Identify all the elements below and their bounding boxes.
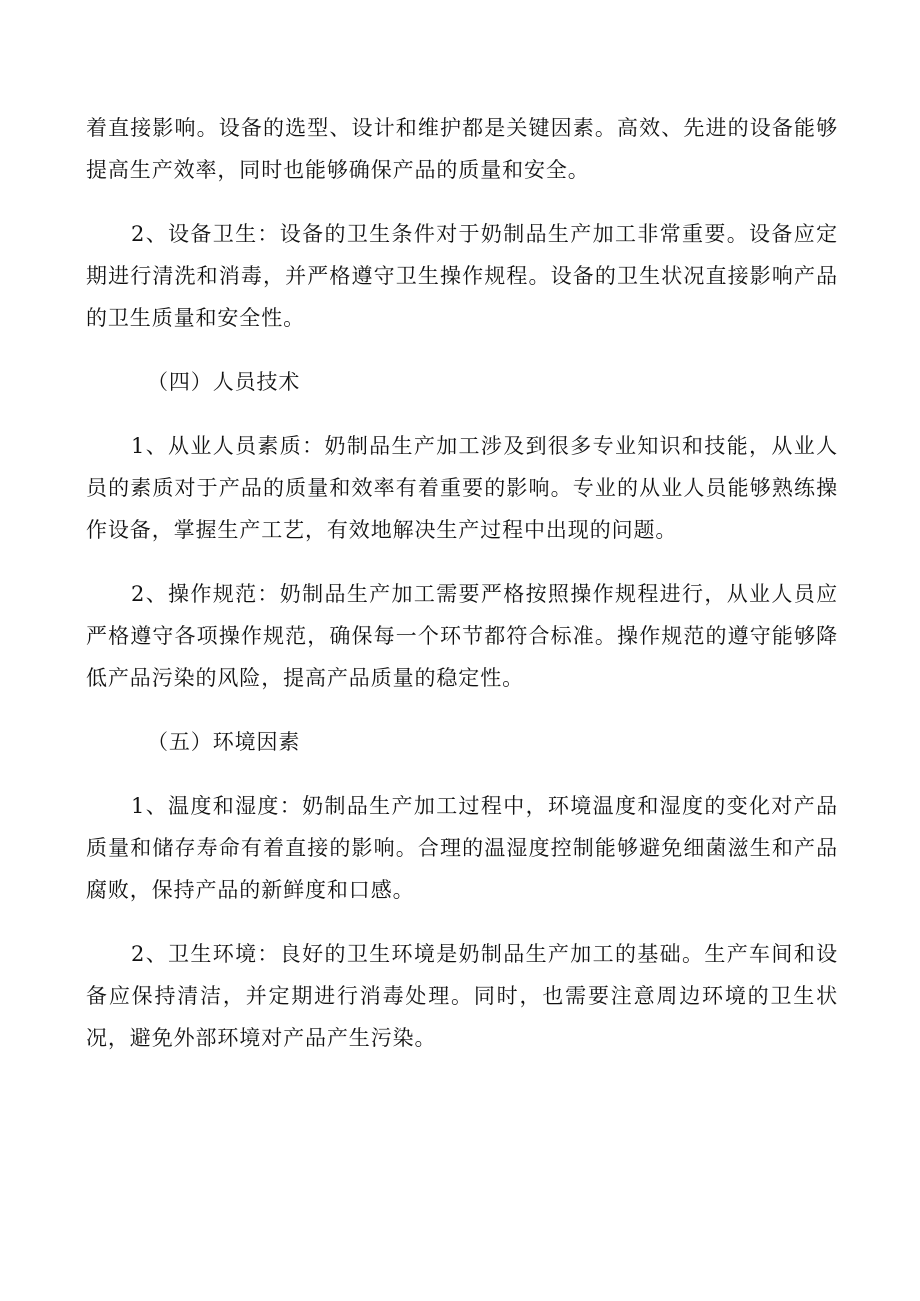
section-heading-environment: （五）环境因素 [147,730,301,754]
paragraph-temperature-humidity: 1、温度和湿度：奶制品生产加工过程中，环境温度和湿度的变化对产品质量和储存寿命有着直接的影响。合理的温湿度控制能够避免细菌滋生和产品腐败，保持产品的新鲜度和口感。 [86,794,838,902]
paragraph-hygienic-environment: 2、卫生环境：良好的卫生环境是奶制品生产加工的基础。生产车间和设备应保持清洁，并定期进行消毒处理。同时，也需要注意周边环境的卫生状况，避免外部环境对产品产生污染。 [86,942,838,1050]
section-heading-personnel: （四）人员技术 [147,370,301,394]
document-body [86,107,838,1059]
paragraph-equipment-continued: 着直接影响。设备的选型、设计和维护都是关键因素。高效、先进的设备能够提高生产效率，同时也能够确保产品的质量和安全。 [86,116,838,182]
paragraph-staff-quality: 1、从业人员素质：奶制品生产加工涉及到很多专业知识和技能，从业人员的素质对于产品的质量和效率有着重要的影响。专业的从业人员能够熟练操作设备，掌握生产工艺，有效地解决生产过程中出现的问题。 [86,434,838,542]
paragraph-operation-rules: 2、操作规范：奶制品生产加工需要严格按照操作规程进行，从业人员应严格遵守各项操作规范，确保每一个环节都符合标准。操作规范的遵守能够降低产品污染的风险，提高产品质量的稳定性。 [86,582,838,690]
paragraph-equipment-hygiene: 2、设备卫生：设备的卫生条件对于奶制品生产加工非常重要。设备应定期进行清洗和消毒，并严格遵守卫生操作规程。设备的卫生状况直接影响产品的卫生质量和安全性。 [86,222,838,330]
